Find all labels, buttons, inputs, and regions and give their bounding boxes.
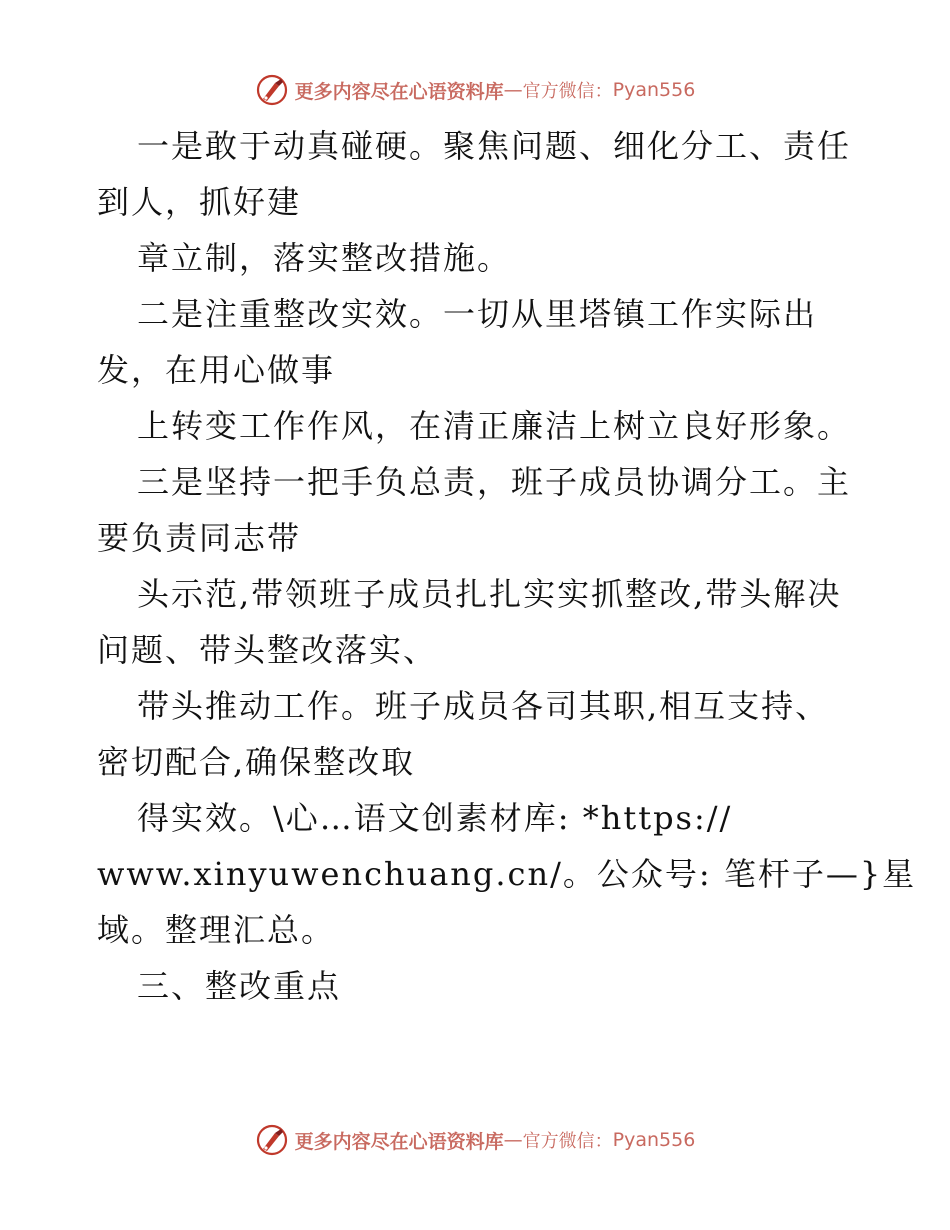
body-line: 章立制，落实整改措施。 — [137, 239, 512, 277]
body-line: 到人，抓好建 — [97, 183, 302, 221]
body-line: 头示范,带领班子成员扎扎实实抓整改,带头解决 — [137, 575, 842, 613]
watermark-separator: — — [503, 79, 523, 101]
watermark-account: Pyan556 — [612, 79, 696, 101]
pen-nib-logo-icon — [255, 1123, 289, 1157]
section-heading: 三、整改重点 — [137, 967, 342, 1005]
body-line: 域。整理汇总。 — [97, 911, 336, 949]
body-line: 一是敢于动真碰硬。聚焦问题、细化分工、责任 — [137, 127, 852, 165]
body-line: 要负责同志带 — [97, 519, 302, 557]
watermark-main-text: 更多内容尽在心语资料库 — [294, 80, 504, 103]
body-line: 上转变工作作风，在清正廉洁上树立良好形象。 — [137, 407, 852, 445]
pen-nib-logo-icon — [255, 73, 289, 107]
body-line: 密切配合,确保整改取 — [97, 743, 416, 781]
watermark-account: Pyan556 — [612, 1129, 696, 1151]
body-line: 得实效。\心…语文创素材库: *https:// — [137, 799, 733, 837]
watermark-separator: — — [503, 1129, 523, 1151]
body-line: 带头推动工作。班子成员各司其职,相互支持、 — [137, 687, 830, 725]
watermark-sub-text: 官方微信： — [522, 1131, 613, 1152]
body-line: 发，在用心做事 — [97, 351, 336, 389]
body-line: 问题、带头整改落实、 — [97, 631, 438, 669]
watermark-main-text: 更多内容尽在心语资料库 — [294, 1130, 504, 1153]
watermark-sub-text: 官方微信： — [522, 81, 613, 102]
footer-watermark — [0, 1120, 950, 1160]
document-body — [97, 118, 917, 1014]
body-line: 二是注重整改实效。一切从里塔镇工作实际出 — [137, 295, 818, 333]
body-line: www.xinyuwenchuang.cn/。公众号: 笔杆子—}星 — [97, 855, 917, 893]
header-watermark — [0, 70, 950, 110]
body-line: 三是坚持一把手负总责，班子成员协调分工。主 — [137, 463, 852, 501]
